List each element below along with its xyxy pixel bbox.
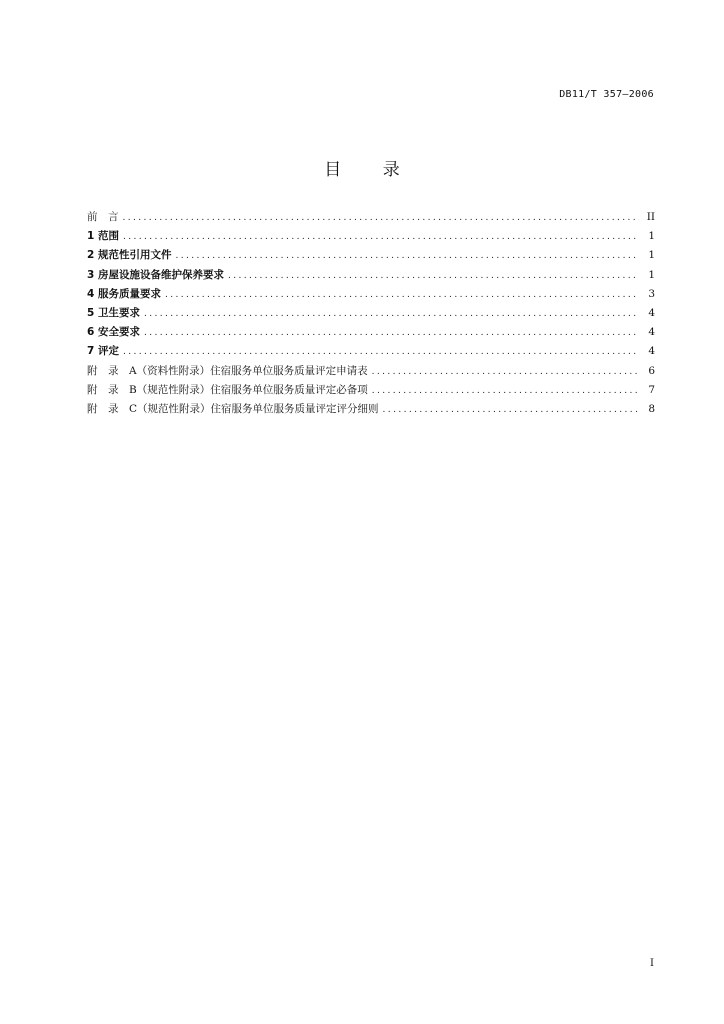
toc-entry-page: 1 — [648, 268, 655, 281]
toc-entry-page: 4 — [648, 306, 655, 319]
toc-entry-label: 2 规范性引用文件 — [87, 249, 172, 262]
toc-entry[interactable] — [87, 304, 655, 323]
toc-entry-page: 1 — [648, 230, 655, 243]
toc-entry-page: 6 — [648, 364, 655, 377]
toc-title: 目 录 — [324, 160, 418, 180]
toc-entry-page: 8 — [648, 402, 655, 415]
toc-leader-dots — [165, 286, 639, 305]
toc-entry-label: 1 范围 — [87, 230, 119, 243]
table-of-contents — [87, 208, 655, 419]
toc-entry[interactable] — [87, 342, 655, 361]
toc-leader-dots — [372, 363, 639, 382]
toc-entry[interactable] — [87, 285, 655, 304]
toc-entry-label: 4 服务质量要求 — [87, 287, 161, 300]
toc-leader-dots — [383, 401, 639, 420]
toc-leader-dots — [144, 324, 639, 343]
toc-leader-dots — [123, 343, 639, 362]
document-code: DB11/T 357—2006 — [559, 89, 654, 100]
toc-entry-label: 6 安全要求 — [87, 326, 140, 339]
toc-entry[interactable] — [87, 266, 655, 285]
toc-entry-label: 7 评定 — [87, 345, 119, 358]
toc-entry-page: II — [646, 211, 655, 223]
toc-leader-dots — [175, 247, 639, 266]
toc-entry-label: 附 录 B（规范性附录）住宿服务单位服务质量评定必备项 — [87, 383, 368, 396]
toc-entry-label: 前 言 — [87, 211, 119, 223]
toc-entry-label: 3 房屋设施设备维护保养要求 — [87, 268, 224, 281]
toc-entry-label: 5 卫生要求 — [87, 306, 140, 319]
toc-entry-page: 4 — [648, 326, 655, 339]
toc-entry-label: 附 录 A（资料性附录）住宿服务单位服务质量评定申请表 — [87, 364, 368, 377]
toc-leader-dots — [144, 305, 639, 324]
toc-entry-label: 附 录 C（规范性附录）住宿服务单位服务质量评定评分细则 — [87, 402, 379, 415]
toc-entry[interactable] — [87, 323, 655, 342]
toc-entry[interactable] — [87, 246, 655, 265]
toc-leader-dots — [372, 382, 639, 401]
toc-entry[interactable] — [87, 227, 655, 246]
page-number: I — [650, 958, 654, 969]
toc-leader-dots — [123, 228, 639, 247]
toc-entry[interactable] — [87, 208, 655, 227]
toc-leader-dots — [123, 209, 640, 228]
toc-leader-dots — [228, 267, 639, 286]
toc-entry-page: 7 — [648, 383, 655, 396]
toc-entry-page: 4 — [648, 345, 655, 358]
toc-entry[interactable] — [87, 400, 655, 419]
toc-entry[interactable] — [87, 362, 655, 381]
toc-entry-page: 3 — [648, 287, 655, 300]
toc-entry-page: 1 — [648, 249, 655, 262]
toc-entry[interactable] — [87, 381, 655, 400]
